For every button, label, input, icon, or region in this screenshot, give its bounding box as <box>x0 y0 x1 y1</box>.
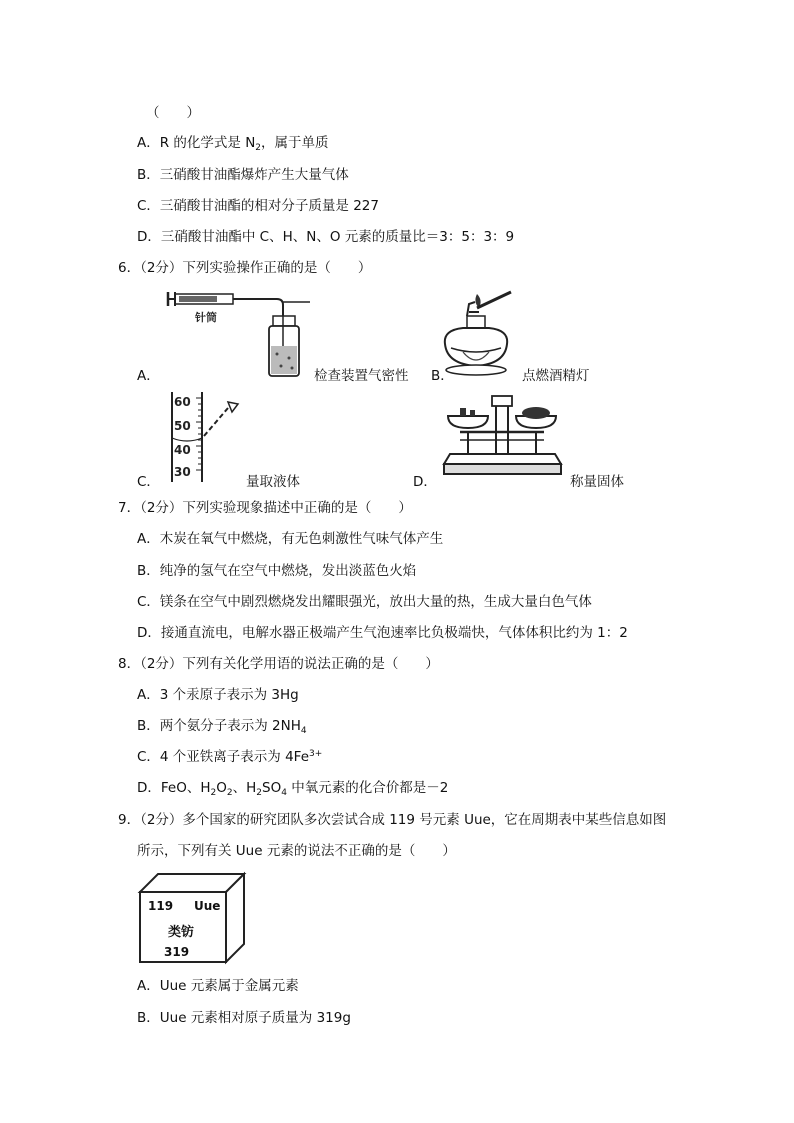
q7-stem: 7．（2分）下列实验现象描述中正确的是（ ） <box>118 500 412 516</box>
q7-option-d[interactable]: D．接通直流电，电解水器正极端产生气泡速率比负极端快，气体体积比约为 1：2 <box>137 625 628 641</box>
q7-option-a[interactable]: A．木炭在氧气中燃烧，有无色刺激性气味气体产生 <box>137 531 444 547</box>
element-atomic-mass: 319 <box>164 945 190 959</box>
q8-option-c-text: C．4 个亚铁离子表示为 4Fe <box>137 749 310 765</box>
q6-option-a-label[interactable]: A． <box>137 368 160 384</box>
q6-option-d-label[interactable]: D． <box>413 474 437 490</box>
q8-option-d-text-b: O <box>216 780 227 796</box>
q7-option-c[interactable]: C．镁条在空气中剧烈燃烧发出耀眼强光，放出大量的热，生成大量白色气体 <box>137 594 592 610</box>
balance-figure <box>440 392 565 478</box>
q5-answer-paren: （ ） <box>146 105 200 121</box>
q6-option-c-caption: 量取液体 <box>246 474 300 490</box>
syringe-label: 针筒 <box>195 311 217 324</box>
q6-option-b-caption: 点燃酒精灯 <box>522 368 590 384</box>
q8-option-b-sub: 4 <box>300 726 307 736</box>
q6-option-c-label[interactable]: C． <box>137 474 160 490</box>
tick-label-50: 50 <box>174 419 191 433</box>
q8-option-b-text: B．两个氨分子表示为 2NH <box>137 718 301 734</box>
q8-option-d-text-a: D．FeO、H <box>137 780 211 796</box>
q8-option-c[interactable] <box>137 748 322 766</box>
element-name: 类钫 <box>168 925 195 940</box>
q5-option-b[interactable]: B．三硝酸甘油酯爆炸产生大量气体 <box>137 167 349 183</box>
q5-option-a-text-end: ，属于单质 <box>261 135 329 151</box>
tick-label-30: 30 <box>174 465 191 479</box>
q5-option-c[interactable]: C．三硝酸甘油酯的相对分子质量是 227 <box>137 198 379 214</box>
q5-option-d[interactable]: D．三硝酸甘油酯中 C、H、N、O 元素的质量比＝3：5：3：9 <box>137 229 515 245</box>
q8-option-d-sub-3: 2 <box>256 788 263 798</box>
q9-option-b[interactable]: B．Uue 元素相对原子质量为 319g <box>137 1010 351 1026</box>
q9-option-a[interactable]: A．Uue 元素属于金属元素 <box>137 978 299 994</box>
q8-option-d-sub-2: 2 <box>226 788 233 798</box>
q5-option-a-sub: 2 <box>255 143 262 153</box>
q8-option-c-sup: 3+ <box>309 749 323 759</box>
element-atomic-number: 119 <box>148 899 174 913</box>
graduated-cylinder-figure <box>166 392 244 482</box>
q8-option-d[interactable] <box>137 779 448 797</box>
q5-option-a-text: A．R 的化学式是 N <box>137 135 256 151</box>
q9-stem-line-1: 9．（2分）多个国家的研究团队多次尝试合成 119 号元素 Uue，它在周期表中某些信息如图 <box>118 812 667 828</box>
q8-option-d-sub-1: 2 <box>210 788 217 798</box>
q6-option-d-caption: 称量固体 <box>570 474 624 490</box>
element-symbol: Uue <box>194 899 221 913</box>
element-cube-figure <box>138 872 246 964</box>
q8-option-d-text-e: 中氧元素的化合价都是－2 <box>286 780 449 796</box>
tick-label-40: 40 <box>174 443 191 457</box>
q6-option-b-label[interactable]: B． <box>431 368 454 384</box>
q6-stem: 6．（2分）下列实验操作正确的是（ ） <box>118 260 372 276</box>
q5-option-a[interactable] <box>137 134 329 152</box>
q8-option-d-text-c: 、H <box>232 780 257 796</box>
tick-label-60: 60 <box>174 395 191 409</box>
q8-option-b[interactable] <box>137 717 307 735</box>
q8-option-a[interactable]: A．3 个汞原子表示为 3Hg <box>137 687 299 703</box>
q6-option-a-caption: 检查装置气密性 <box>314 368 409 384</box>
q8-stem: 8．（2分）下列有关化学用语的说法正确的是（ ） <box>118 656 439 672</box>
q9-stem-line-2: 所示，下列有关 Uue 元素的说法不正确的是（ ） <box>137 843 456 859</box>
q7-option-b[interactable]: B．纯净的氢气在空气中燃烧，发出淡蓝色火焰 <box>137 563 417 579</box>
q8-option-d-sub-4: 4 <box>281 788 287 798</box>
syringe-bottle-figure <box>165 288 315 380</box>
q8-option-d-text-d: SO <box>262 780 282 796</box>
